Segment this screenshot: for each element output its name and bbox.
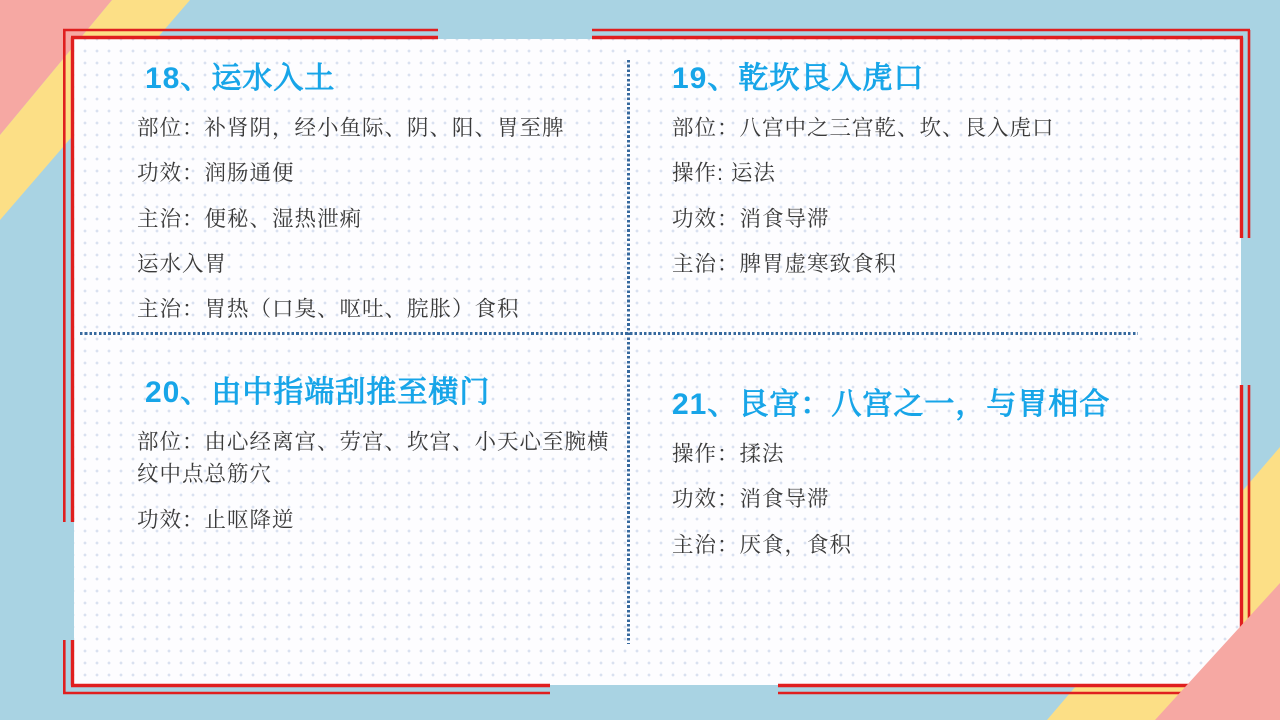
section-20-line-location: 部位：由心经离宫、劳宫、坎宫、小天心至腕横纹中点总筋穴 [137,430,610,487]
section-19-title: 19、乾坎艮入虎口 [672,62,925,95]
section-20-line-effect: 功效：止呕降逆 [137,507,295,532]
section-18-line-location: 部位：补肾阴，经小鱼际、阴、阳、胃至脾 [137,116,565,140]
section-21-line-effect: 功效：消食导滞 [672,487,830,512]
section-18-title: 18、运水入土 [145,62,336,95]
section-18-line-indication-2: 主治：胃热（口臭、呕吐、脘胀）食积 [137,297,520,321]
section-19-line-operation: 操作: 运法 [672,161,776,186]
section-19-line-effect: 功效：消食导滞 [672,206,830,231]
section-21-line-indication: 主治：厌食，食积 [672,532,853,557]
section-19-line-location: 部位：八宫中之三宫乾、坎、艮入虎口 [672,116,1055,140]
section-19-line-indication: 主治：脾胃虚寒致食积 [672,251,898,276]
section-18-line-effect: 功效：润肠通便 [137,161,295,186]
section-18-line-indication: 主治：便秘、湿热泄痢 [137,206,363,231]
section-21-title: 21、艮宫：八宫之一，与胃相合 [672,388,1111,421]
section-21-line-operation: 操作：揉法 [672,442,785,466]
section-20-title: 20、由中指端刮推至横门 [145,376,491,409]
section-18-line-subname: 运水入胃 [137,251,228,276]
